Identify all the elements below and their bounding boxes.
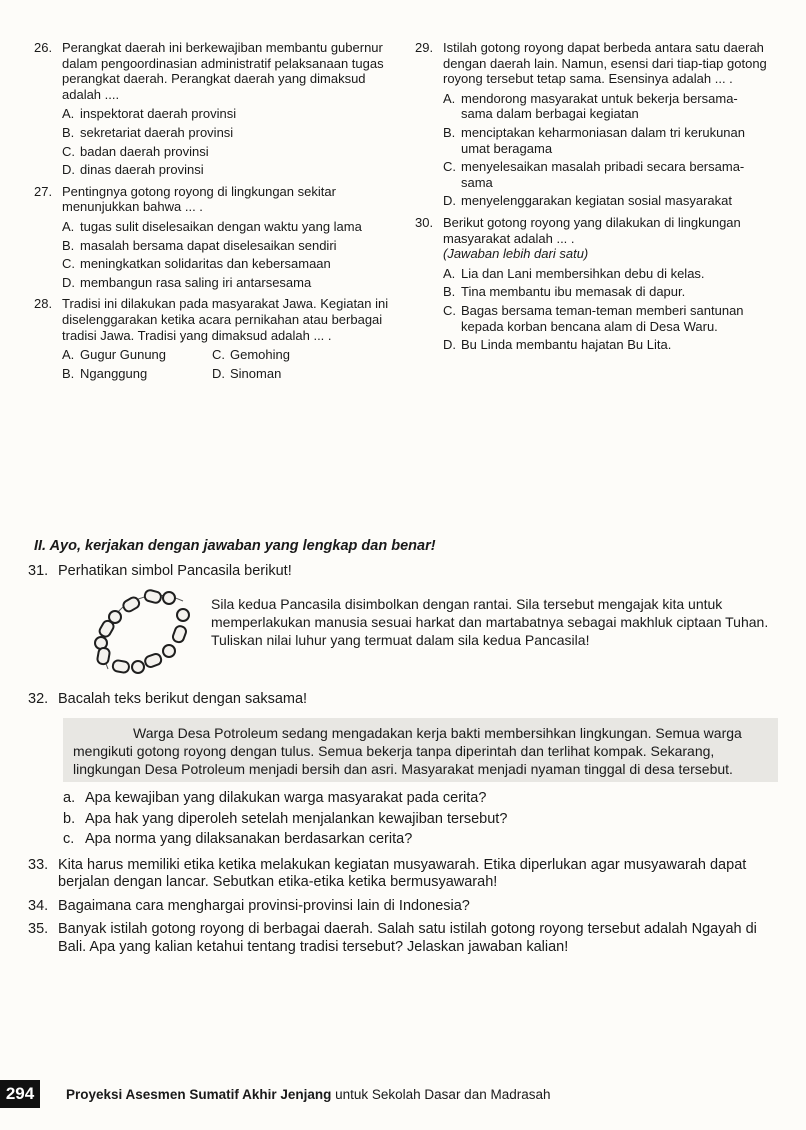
question-text: Bacalah teks berikut dengan saksama! [58, 690, 308, 707]
options-28 [62, 347, 406, 381]
options-26 [62, 106, 406, 177]
question-text [443, 215, 767, 262]
passage-text: Warga Desa Potroleum sedang mengadakan kerja bakti membersihkan lingkungan. Semua warga mengikuti gotong royong dengan tulus. Semua bekerja tanpa diperintah dan terlihat kompak. Sekarang, lingkungan Desa Potroleum menjadi bersih dan asri. Masyarakat menjadi nyaman tinggal di desa tersebut. [73, 725, 742, 777]
options-27 [62, 219, 406, 290]
option-text: Sinoman [230, 365, 282, 381]
question-text: Pentingnya gotong royong di lingkungan sekitar menunjukkan bahwa ... . [62, 183, 336, 215]
question-30-text: Berikut gotong royong yang dilakukan di lingkungan masyarakat adalah ... . [443, 214, 741, 246]
question-35 [28, 921, 778, 956]
option-text: menciptakan keharmoniasan dalam tri kerukunan umat beragama [461, 124, 745, 156]
question-number: 33. [28, 856, 49, 873]
option[interactable] [443, 91, 767, 122]
option-letter: D. [212, 365, 225, 381]
sub-question [63, 831, 778, 849]
right-column [415, 40, 767, 356]
option-text: menyelesaikan masalah pribadi secara bersama-sama [461, 159, 745, 190]
option-text: Bagas bersama teman-teman memberi santunan kepada korban bencana alam di Desa Waru. [461, 302, 744, 334]
question-number: 34. [28, 897, 49, 914]
sub-text: Apa norma yang dilaksanakan berdasarkan cerita? [85, 831, 413, 847]
option[interactable] [212, 347, 362, 363]
sub-text: Apa hak yang diperoleh setelah menjalankan kewajiban tersebut? [85, 810, 508, 827]
sub-letter: c. [63, 831, 75, 847]
question-number: 35. [28, 921, 49, 937]
footer-title-rest: untuk Sekolah Dasar dan Madrasah [331, 1086, 551, 1102]
option[interactable] [62, 125, 406, 141]
question-text: Banyak istilah gotong royong di berbagai daerah. Salah satu istilah gotong royong tersebut adalah Ngayah di Bali. Apa yang kalian ketahui tentang tradisi tersebut? Jelaskan jawaban kalian! [58, 921, 757, 955]
option[interactable] [62, 144, 406, 160]
option[interactable] [62, 238, 406, 254]
sub-question [63, 790, 778, 808]
option-text: badan daerah provinsi [80, 143, 209, 159]
question-number: 28. [34, 296, 53, 312]
option-text: meningkatkan solidaritas dan kebersamaan [80, 256, 331, 272]
footer-title-bold: Proyeksi Asesmen Sumatif Akhir Jenjang [66, 1086, 332, 1102]
option-text: Gugur Gunung [80, 347, 167, 363]
question-text: Kita harus memiliki etika ketika melakukan kegiatan musyawarah. Etika diperlukan agar musyawarah dapat berjalan dengan lancar. Sebutkan etika-etika ketika bermusyawarah! [58, 856, 747, 890]
option-letter: A. [62, 218, 75, 234]
pancasila-description: Sila kedua Pancasila disimbolkan dengan rantai. Sila tersebut mengajak kita untuk memperlakukan manusia sesuai harkat dan martabatnya sebagai makhluk ciptaan Tuhan. Tuliskan nilai luhur yang termuat dalam sila kedua Pancasila! [211, 595, 769, 648]
question-28 [34, 296, 406, 343]
question-number: 26. [34, 40, 53, 55]
option-text: inspektorat daerah provinsi [80, 106, 237, 122]
option-letter: C. [62, 256, 75, 272]
option-letter: C. [443, 302, 456, 318]
option-text: membangun rasa saling iri antarsesama [80, 274, 312, 290]
question-32 [28, 691, 778, 709]
option[interactable] [62, 162, 406, 178]
chain-symbol-icon [83, 589, 203, 679]
sub-letter: b. [63, 810, 76, 827]
option-text: Gemohing [230, 347, 290, 363]
option-letter: D. [62, 162, 75, 178]
option-letter: B. [443, 124, 456, 140]
option[interactable] [62, 275, 406, 291]
question-30-note: (Jawaban lebih dari satu) [443, 246, 589, 262]
question-text: Bagaimana cara menghargai provinsi-provinsi lain di Indonesia? [58, 897, 470, 914]
question-number: 30. [415, 214, 434, 230]
option-letter: D. [443, 337, 456, 353]
reading-passage [63, 718, 778, 782]
option-letter: A. [443, 90, 456, 106]
left-column [34, 40, 406, 381]
option[interactable] [62, 366, 212, 382]
footer-title [66, 1087, 551, 1102]
question-text: Tradisi ini dilakukan pada masyarakat Jawa. Kegiatan ini diselenggarakan ketika acara pernikahan atau berbagai tradisi Jawa. Tradisi yang dimaksud adalah ... . [62, 296, 389, 343]
question-27 [34, 184, 406, 215]
options-30 [443, 266, 767, 353]
essay-section [28, 563, 778, 962]
option[interactable] [443, 337, 767, 353]
option[interactable] [443, 125, 767, 156]
option-text: menyelenggarakan kegiatan sosial masyarakat [461, 193, 732, 209]
option-text: Bu Linda membantu hajatan Bu Lita. [461, 337, 672, 353]
option[interactable] [443, 266, 767, 282]
option[interactable] [443, 193, 767, 209]
question-text: Perangkat daerah ini berkewajiban membantu gubernur dalam pengoordinasian administratif pelaksanaan tugas perangkat daerah. Perangkat daerah yang dimaksud adalah .... [62, 40, 384, 102]
options-29 [443, 91, 767, 209]
page-footer [0, 1078, 806, 1110]
question-34 [28, 898, 778, 916]
option-text: dinas daerah provinsi [80, 162, 204, 178]
option-letter: C. [443, 159, 456, 175]
sub-text: Apa kewajiban yang dilakukan warga masyarakat pada cerita? [85, 790, 487, 806]
option-letter: D. [443, 193, 456, 209]
option[interactable] [443, 284, 767, 300]
option[interactable] [62, 219, 406, 235]
option-letter: A. [443, 265, 456, 281]
question-26 [34, 40, 406, 102]
option-text: tugas sulit diselesaikan dengan waktu yang lama [80, 218, 362, 234]
question-number: 27. [34, 183, 53, 199]
question-text: Perhatikan simbol Pancasila berikut! [58, 563, 292, 579]
option[interactable] [62, 347, 212, 363]
option-text: Tina membantu ibu memasak di dapur. [461, 284, 686, 300]
option-letter: B. [62, 124, 75, 140]
option-letter: C. [212, 347, 225, 363]
question-number: 31. [28, 563, 49, 579]
option-text: sekretariat daerah provinsi [80, 124, 234, 140]
option-letter: A. [62, 347, 75, 363]
sub-question [63, 811, 778, 829]
question-30 [415, 215, 767, 262]
pancasila-block [83, 589, 778, 679]
question-33 [28, 857, 778, 892]
question-number: 32. [28, 690, 49, 707]
sub-letter: a. [63, 790, 76, 806]
option-letter: D. [62, 274, 75, 290]
question-number: 29. [415, 40, 434, 55]
option-text: Lia dan Lani membersihkan debu di kelas. [461, 265, 705, 281]
page-number: 294 [0, 1080, 40, 1108]
option-text: Nganggung [80, 365, 148, 381]
option[interactable] [443, 159, 767, 190]
option[interactable] [62, 106, 406, 122]
option-text: masalah bersama dapat diselesaikan sendiri [80, 237, 337, 253]
question-31 [28, 563, 778, 581]
option[interactable] [62, 256, 406, 272]
section-heading: II. Ayo, kerjakan dengan jawaban yang lengkap dan benar! [34, 538, 436, 554]
option-letter: A. [62, 106, 75, 122]
option-letter: B. [62, 237, 75, 253]
option-letter: C. [62, 143, 75, 159]
option-letter: B. [443, 284, 456, 300]
option-text: mendorong masyarakat untuk bekerja bersama-sama dalam berbagai kegiatan [461, 90, 738, 122]
question-text: Istilah gotong royong dapat berbeda antara satu daerah dengan daerah lain. Namun, esensi dari tiap-tiap gotong royong tersebut tetap sama. Esensinya adalah ... . [443, 40, 767, 87]
option[interactable] [212, 366, 362, 382]
option[interactable] [443, 303, 767, 334]
option-letter: B. [62, 365, 75, 381]
question-29 [415, 40, 767, 87]
